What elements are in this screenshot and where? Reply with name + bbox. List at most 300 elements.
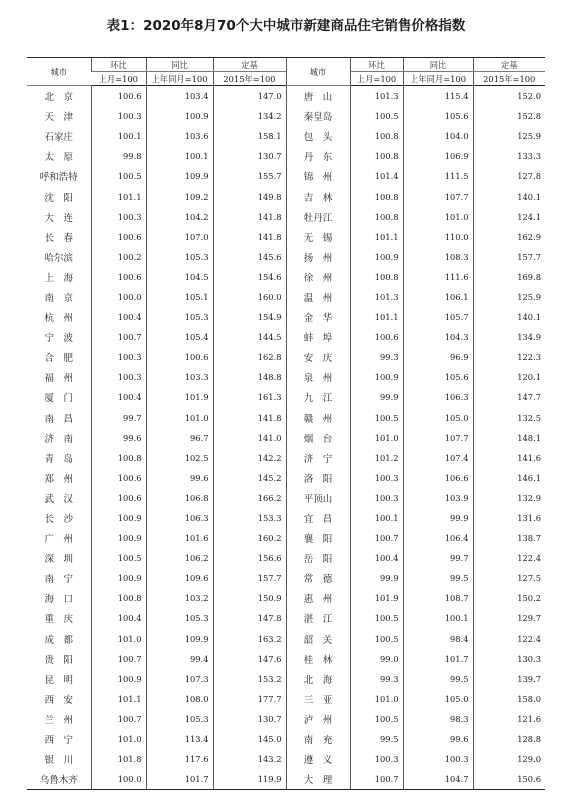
table-row [27,307,545,327]
left-mom-cell: 100.8 [91,448,146,468]
right-mom-cell: 100.7 [350,528,403,548]
right-base-cell: 131.6 [473,508,545,528]
table-row [27,267,545,287]
header-yoy-sub-right: 上年同月=100 [403,72,473,86]
right-base-cell: 157.7 [473,247,545,267]
right-base-cell: 125.9 [473,287,545,307]
left-mom-cell: 100.4 [91,307,146,327]
left-city-cell: 昆 明 [44,674,73,686]
right-yoy-cell: 104.7 [403,769,473,790]
table-row [27,106,545,126]
left-yoy-cell: 109.2 [146,186,213,206]
left-mom-cell: 100.4 [91,608,146,628]
table-row [27,729,545,749]
right-city-cell: 锦 州 [286,166,350,186]
right-yoy-cell: 105.7 [403,307,473,327]
left-mom-cell: 99.8 [91,146,146,166]
left-yoy-cell: 105.3 [146,608,213,628]
right-yoy-cell: 106.3 [403,387,473,407]
right-city-cell: 岳 阳 [286,548,350,568]
right-yoy-cell: 101.0 [403,207,473,227]
right-yoy-cell: 100.1 [403,608,473,628]
left-mom-cell: 101.0 [91,629,146,649]
right-city-cell: 三 亚 [286,689,350,709]
right-base-cell: 122.4 [473,548,545,568]
left-yoy-cell: 113.4 [146,729,213,749]
left-city-cell: 深 圳 [44,554,73,566]
left-yoy-cell: 108.0 [146,689,213,709]
left-base-cell: 153.3 [213,508,286,528]
left-yoy-cell: 109.9 [146,166,213,186]
right-city-cell: 湛 江 [286,608,350,628]
right-yoy-cell: 100.3 [403,749,473,769]
left-yoy-cell: 109.6 [146,568,213,588]
left-city-cell: 宁 波 [44,333,73,345]
left-city-cell: 贵 阳 [44,654,73,666]
table-row [27,146,545,166]
left-yoy-cell: 105.4 [146,327,213,347]
right-city-cell: 洛 阳 [286,468,350,488]
left-yoy-cell: 99.6 [146,468,213,488]
left-city-cell: 西 安 [44,694,73,706]
left-base-cell: 147.6 [213,649,286,669]
left-yoy-cell: 101.0 [146,408,213,428]
left-mom-cell: 101.1 [91,186,146,206]
right-mom-cell: 100.5 [350,106,403,126]
left-mom-cell: 100.0 [91,287,146,307]
left-city-cell: 北 京 [44,92,73,104]
left-base-cell: 145.6 [213,247,286,267]
right-base-cell: 139.7 [473,669,545,689]
left-city-cell: 武 汉 [44,493,73,505]
right-mom-cell: 100.8 [350,146,403,166]
left-mom-cell: 100.0 [91,769,146,790]
left-mom-cell: 100.9 [91,669,146,689]
right-city-cell: 徐 州 [286,267,350,287]
left-city-cell: 成 都 [44,634,73,646]
right-mom-cell: 100.8 [350,207,403,227]
right-mom-cell: 99.9 [350,387,403,407]
left-yoy-cell: 101.9 [146,387,213,407]
right-mom-cell: 99.3 [350,347,403,367]
left-city-cell: 海 口 [44,594,73,606]
right-yoy-cell: 99.5 [403,568,473,588]
right-city-cell: 泉 州 [286,367,350,387]
right-yoy-cell: 106.4 [403,528,473,548]
table-row [27,166,545,186]
table-row [27,669,545,689]
left-city-cell: 西 宁 [44,735,73,747]
right-city-cell: 安 庆 [286,347,350,367]
table-row [27,588,545,608]
left-base-cell: 161.3 [213,387,286,407]
left-base-cell: 142.2 [213,448,286,468]
left-mom-cell: 99.6 [91,428,146,448]
left-city-cell: 石家庄 [44,132,73,144]
right-yoy-cell: 98.4 [403,629,473,649]
table-row [27,408,545,428]
right-city-cell: 吉 林 [286,186,350,206]
right-base-cell: 128.8 [473,729,545,749]
right-base-cell: 169.8 [473,267,545,287]
right-mom-cell: 100.3 [350,749,403,769]
left-base-cell: 155.7 [213,166,286,186]
left-base-cell: 160.2 [213,528,286,548]
header-mom-right: 环比 [350,58,403,72]
right-base-cell: 122.3 [473,347,545,367]
right-mom-cell: 100.5 [350,709,403,729]
left-base-cell: 145.0 [213,729,286,749]
left-base-cell: 144.5 [213,327,286,347]
left-base-cell: 141.8 [213,207,286,227]
table-title: 表1：2020年8月70个大中城市新建商品住宅销售价格指数 [106,18,466,34]
left-yoy-cell: 96.7 [146,428,213,448]
table-row [27,428,545,448]
left-city-cell: 上 海 [44,272,73,284]
left-mom-cell: 100.9 [91,528,146,548]
right-base-cell: 140.1 [473,186,545,206]
right-yoy-cell: 104.0 [403,126,473,146]
right-mom-cell: 100.3 [350,488,403,508]
right-yoy-cell: 106.1 [403,287,473,307]
table-row [27,247,545,267]
right-city-cell: 桂 林 [286,649,350,669]
right-city-cell: 遵 义 [286,749,350,769]
left-yoy-cell: 106.8 [146,488,213,508]
left-base-cell: 134.2 [213,106,286,126]
right-city-cell: 平顶山 [286,488,350,508]
left-base-cell: 141.0 [213,428,286,448]
right-city-cell: 温 州 [286,287,350,307]
right-mom-cell: 100.5 [350,629,403,649]
right-yoy-cell: 104.3 [403,327,473,347]
right-base-cell: 158.0 [473,689,545,709]
right-base-cell: 127.5 [473,568,545,588]
right-mom-cell: 101.1 [350,307,403,327]
left-mom-cell: 100.2 [91,247,146,267]
left-mom-cell: 100.6 [91,86,146,107]
left-city-cell: 太 原 [44,152,73,164]
right-base-cell: 120.1 [473,367,545,387]
table-header [27,58,545,86]
right-city-cell: 秦皇岛 [286,106,350,126]
right-city-cell: 南 充 [286,729,350,749]
right-mom-cell: 101.3 [350,287,403,307]
right-city-cell: 常 德 [286,568,350,588]
table-row [27,287,545,307]
right-yoy-cell: 106.6 [403,468,473,488]
right-city-cell: 北 海 [286,669,350,689]
right-base-cell: 132.5 [473,408,545,428]
right-base-cell: 141.6 [473,448,545,468]
left-mom-cell: 100.3 [91,367,146,387]
right-yoy-cell: 111.6 [403,267,473,287]
right-base-cell: 150.2 [473,588,545,608]
right-city-cell: 唐 山 [286,86,350,107]
left-base-cell: 147.8 [213,608,286,628]
left-yoy-cell: 106.2 [146,548,213,568]
header-yoy-right: 同比 [403,58,473,72]
right-mom-cell: 100.4 [350,548,403,568]
table-row [27,568,545,588]
left-base-cell: 160.0 [213,287,286,307]
left-mom-cell: 100.6 [91,488,146,508]
right-base-cell: 148.1 [473,428,545,448]
table-row [27,387,545,407]
right-city-cell: 赣 州 [286,408,350,428]
left-mom-cell: 100.8 [91,588,146,608]
left-yoy-cell: 117.6 [146,749,213,769]
left-city-cell: 兰 州 [44,714,73,726]
right-base-cell: 127.8 [473,166,545,186]
table-row [27,709,545,729]
left-base-cell: 148.8 [213,367,286,387]
right-mom-cell: 101.9 [350,588,403,608]
left-city-cell: 福 州 [44,373,73,385]
left-mom-cell: 99.7 [91,408,146,428]
left-mom-cell: 100.5 [91,548,146,568]
right-yoy-cell: 105.0 [403,689,473,709]
right-base-cell: 124.1 [473,207,545,227]
right-mom-cell: 100.5 [350,408,403,428]
table-row [27,548,545,568]
header-base-right: 定基 [473,58,545,72]
right-yoy-cell: 96.9 [403,347,473,367]
header-mom-sub-left: 上月=100 [91,72,146,86]
right-yoy-cell: 105.6 [403,106,473,126]
left-yoy-cell: 105.3 [146,709,213,729]
left-yoy-cell: 106.3 [146,508,213,528]
right-mom-cell: 100.1 [350,508,403,528]
left-yoy-cell: 104.5 [146,267,213,287]
left-base-cell: 166.2 [213,488,286,508]
header-mom-left: 环比 [91,58,146,72]
left-base-cell: 158.1 [213,126,286,146]
left-mom-cell: 101.8 [91,749,146,769]
table-row [27,126,545,146]
right-mom-cell: 99.0 [350,649,403,669]
left-base-cell: 119.9 [213,769,286,790]
right-mom-cell: 100.3 [350,468,403,488]
left-city-cell: 郑 州 [44,473,73,485]
left-mom-cell: 100.7 [91,709,146,729]
right-yoy-cell: 110.0 [403,227,473,247]
header-base-left: 定基 [213,58,286,72]
left-yoy-cell: 102.5 [146,448,213,468]
table-row [27,327,545,347]
left-mom-cell: 100.3 [91,207,146,227]
table-row [27,227,545,247]
right-mom-cell: 101.3 [350,86,403,107]
right-mom-cell: 99.5 [350,729,403,749]
right-base-cell: 129.0 [473,749,545,769]
header-base-sub-right: 2015年=100 [473,72,545,86]
header-city-left: 城市 [27,58,91,86]
left-mom-cell: 100.1 [91,126,146,146]
left-base-cell: 157.7 [213,568,286,588]
right-city-cell: 丹 东 [286,146,350,166]
left-mom-cell: 100.5 [91,166,146,186]
right-mom-cell: 100.9 [350,367,403,387]
left-yoy-cell: 101.6 [146,528,213,548]
right-base-cell: 162.9 [473,227,545,247]
left-city-cell: 南 京 [44,292,73,304]
right-base-cell: 152.0 [473,86,545,107]
left-yoy-cell: 103.4 [146,86,213,107]
right-base-cell: 138.7 [473,528,545,548]
right-yoy-cell: 101.7 [403,649,473,669]
left-base-cell: 145.2 [213,468,286,488]
table-row [27,749,545,769]
right-mom-cell: 100.8 [350,186,403,206]
right-mom-cell: 99.3 [350,669,403,689]
left-yoy-cell: 109.9 [146,629,213,649]
right-city-cell: 大 理 [286,769,350,790]
right-mom-cell: 100.9 [350,247,403,267]
right-base-cell: 146.1 [473,468,545,488]
header-mom-sub-right: 上月=100 [350,72,403,86]
left-yoy-cell: 103.6 [146,126,213,146]
right-base-cell: 150.6 [473,769,545,790]
right-yoy-cell: 108.3 [403,247,473,267]
right-city-cell: 无 锡 [286,227,350,247]
left-city-cell: 哈尔滨 [44,252,73,264]
right-city-cell: 九 江 [286,387,350,407]
right-city-cell: 济 宁 [286,448,350,468]
left-base-cell: 154.6 [213,267,286,287]
left-city-cell: 天 津 [44,112,73,124]
right-base-cell: 121.6 [473,709,545,729]
left-city-cell: 银 川 [44,755,73,767]
right-mom-cell: 100.5 [350,608,403,628]
right-yoy-cell: 108.7 [403,588,473,608]
table-row [27,86,545,107]
right-yoy-cell: 99.9 [403,508,473,528]
left-yoy-cell: 103.2 [146,588,213,608]
right-base-cell: 122.4 [473,629,545,649]
table-row [27,649,545,669]
right-city-cell: 襄 阳 [286,528,350,548]
right-mom-cell: 101.4 [350,166,403,186]
left-yoy-cell: 100.9 [146,106,213,126]
right-yoy-cell: 107.7 [403,428,473,448]
left-base-cell: 130.7 [213,709,286,729]
header-yoy-left: 同比 [146,58,213,72]
left-city-cell: 南 宁 [44,574,73,586]
table-row [27,207,545,227]
table-body [27,86,545,790]
right-mom-cell: 100.6 [350,327,403,347]
left-base-cell: 149.8 [213,186,286,206]
header-yoy-sub-left: 上年同月=100 [146,72,213,86]
right-base-cell: 129.7 [473,608,545,628]
price-index-table [27,57,545,790]
right-yoy-cell: 103.9 [403,488,473,508]
right-mom-cell: 100.8 [350,267,403,287]
left-yoy-cell: 107.3 [146,669,213,689]
left-yoy-cell: 100.1 [146,146,213,166]
left-city-cell: 广 州 [44,534,73,546]
left-city-cell: 杭 州 [44,313,73,325]
left-city-cell: 长 沙 [44,514,73,526]
left-mom-cell: 100.4 [91,387,146,407]
left-yoy-cell: 101.7 [146,769,213,790]
right-city-cell: 包 头 [286,126,350,146]
right-base-cell: 125.9 [473,126,545,146]
right-yoy-cell: 99.6 [403,729,473,749]
right-yoy-cell: 115.4 [403,86,473,107]
right-yoy-cell: 106.9 [403,146,473,166]
left-mom-cell: 100.3 [91,347,146,367]
table-row [27,769,545,790]
right-yoy-cell: 105.6 [403,367,473,387]
right-base-cell: 134.9 [473,327,545,347]
left-city-cell: 沈 阳 [44,192,73,204]
left-mom-cell: 100.6 [91,267,146,287]
right-yoy-cell: 107.7 [403,186,473,206]
right-mom-cell: 101.2 [350,448,403,468]
right-city-cell: 烟 台 [286,428,350,448]
right-yoy-cell: 111.5 [403,166,473,186]
left-mom-cell: 100.6 [91,227,146,247]
right-city-cell: 泸 州 [286,709,350,729]
left-base-cell: 163.2 [213,629,286,649]
left-yoy-cell: 100.6 [146,347,213,367]
right-city-cell: 牡丹江 [286,207,350,227]
right-base-cell: 132.9 [473,488,545,508]
left-yoy-cell: 105.3 [146,307,213,327]
left-mom-cell: 100.7 [91,327,146,347]
table-row [27,508,545,528]
left-mom-cell: 100.6 [91,468,146,488]
left-mom-cell: 101.1 [91,689,146,709]
table-row [27,488,545,508]
table-row [27,608,545,628]
table-row [27,367,545,387]
right-mom-cell: 101.0 [350,428,403,448]
right-city-cell: 宜 昌 [286,508,350,528]
left-mom-cell: 101.0 [91,729,146,749]
right-yoy-cell: 99.5 [403,669,473,689]
header-base-sub-left: 2015年=100 [213,72,286,86]
right-city-cell: 韶 关 [286,629,350,649]
right-base-cell: 147.7 [473,387,545,407]
table-row [27,186,545,206]
right-yoy-cell: 98.3 [403,709,473,729]
left-mom-cell: 100.7 [91,649,146,669]
left-base-cell: 150.9 [213,588,286,608]
right-city-cell: 蚌 埠 [286,327,350,347]
header-city-right: 城市 [286,58,350,86]
left-base-cell: 141.8 [213,408,286,428]
left-base-cell: 143.2 [213,749,286,769]
right-yoy-cell: 99.7 [403,548,473,568]
table-row [27,347,545,367]
left-yoy-cell: 104.2 [146,207,213,227]
right-city-cell: 扬 州 [286,247,350,267]
left-city-cell: 南 昌 [44,413,73,425]
left-mom-cell: 100.3 [91,106,146,126]
right-base-cell: 152.8 [473,106,545,126]
right-yoy-cell: 107.4 [403,448,473,468]
right-base-cell: 133.3 [473,146,545,166]
left-city-cell: 呼和浩特 [39,172,78,184]
left-base-cell: 177.7 [213,689,286,709]
left-city-cell: 厦 门 [44,393,73,405]
right-mom-cell: 101.0 [350,689,403,709]
left-yoy-cell: 103.3 [146,367,213,387]
left-mom-cell: 100.9 [91,508,146,528]
